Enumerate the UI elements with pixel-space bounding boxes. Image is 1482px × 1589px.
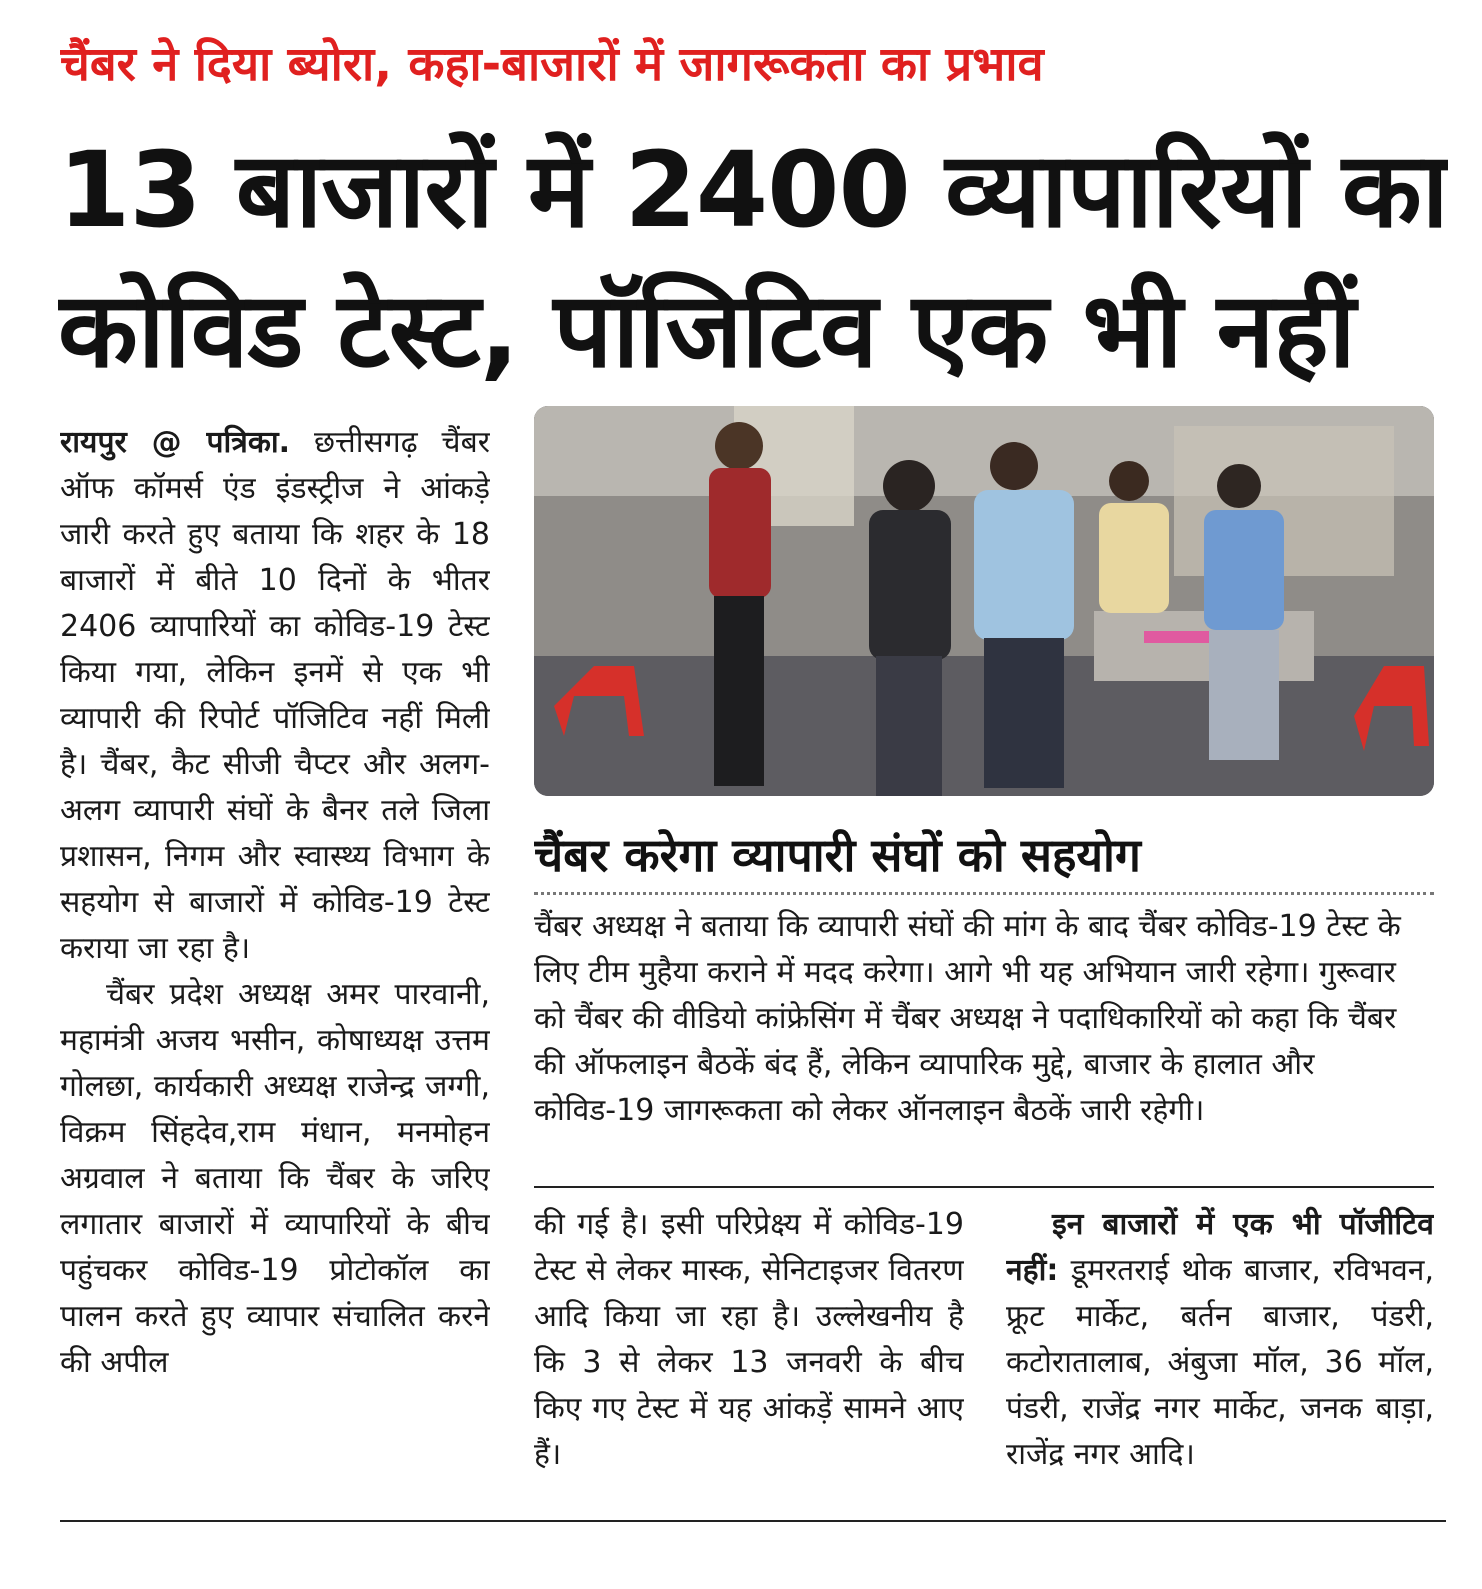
markets-list: डूमरतराई थोक बाजार, रविभवन, फ्रूट मार्केट, बर्तन बाजार, पंडरी, कटोरातालाब, अंबुजा मॉल, 36 मॉल, पंडरी, राजेंद्र नगर मार्केट, जनक बाड़ा, राजेंद्र नगर आदि।	[1006, 1253, 1434, 1472]
news-photo-illustration	[534, 406, 1434, 796]
body-paragraph-1-text: छत्तीसगढ़ चैंबर ऑफ कॉमर्स एंड इंडस्ट्रीज ने आंकड़े जारी करते हुए बताया कि शहर के 18 बाजारों में बीते 10 दिनों के भीतर 2406 व्यापारियों का कोविड-19 टेस्ट किया गया, लेकिन इनमें से एक भी व्यापारी की रिपोर्ट पॉजिटिव नहीं मिली है। चैंबर, कैट सीजी चैप्टर और अलग-अलग व्यापारी संघों के बैनर तले जिला प्रशासन, निगम और स्वास्थ्य विभाग के सहयोग से बाजारों में कोविड-19 टेस्ट कराया जा रहा है।	[60, 425, 490, 966]
sidebar-text: चैंबर अध्यक्ष ने बताया कि व्यापारी संघों की मांग के बाद चैंबर कोविड-19 टेस्ट के लिए टीम मुहैया कराने में मदद करेगा। आगे भी यह अभियान जारी रहेगा। गुरूवार को चैंबर की वीडियो कांफ्रेसिंग में चैंबर अध्यक्ष ने पदाधिकारियों को कहा कि चैंबर की ऑफलाइन बैठकें बंद हैं, लेकिन व्यापारिक मुद्दे, बाजार के हालात और कोविड-19 जागरूकता को लेकर ऑनलाइन बैठकें जारी रहेगी।	[534, 909, 1401, 1128]
sidebar-heading: चैंबर करेगा व्यापारी संघों को सहयोग	[534, 828, 1141, 882]
body-column-left	[60, 420, 490, 1485]
markets-lead: इन बाजारों में एक भी पॉजीटिव नहीं:	[1006, 1207, 1434, 1288]
body-paragraph-3: की गई है। इसी परिप्रेक्ष्य में कोविड-19 टेस्ट से लेकर मास्क, सेनिटाइजर वितरण आदि किया जा रहा है। उल्लेखनीय है कि 3 से लेकर 13 जनवरी के बीच किए गए टेस्ट में यह आंकड़ें सामने आए हैं।	[534, 1207, 964, 1472]
bottom-divider	[60, 1520, 1446, 1522]
headline-line-2: कोविड टेस्ट, पॉजिटिव एक भी नहीं	[58, 269, 1355, 391]
markets-paragraph	[1006, 1202, 1434, 1478]
body-paragraph-2: चैंबर प्रदेश अध्यक्ष अमर पारवानी, महामंत्री अजय भसीन, कोषाध्यक्ष उत्तम गोलछा, कार्यकारी अध्यक्ष राजेन्द्र जग्गी, विक्रम सिंहदेव,राम मंधान, मनमोहन अग्रवाल ने बताया कि चैंबर के जरिए लगातार बाजारों में व्यापारियों के बीच पहुंचकर कोविड-19 प्रोटोकॉल का पालन करते हुए व्यापार संचालित करने की अपील	[60, 977, 490, 1380]
news-photo	[534, 406, 1434, 796]
body-column-middle	[534, 1202, 964, 1482]
section-divider	[534, 1186, 1434, 1188]
headline-line-1: 13 बाजारों में 2400 व्यापारियों का	[58, 129, 1448, 251]
body-paragraph-1	[60, 420, 490, 972]
dotted-divider	[534, 892, 1434, 895]
dateline: रायपुर @ पत्रिका.	[60, 425, 291, 460]
article-headline	[58, 120, 1448, 400]
markets-box	[1006, 1202, 1434, 1482]
article-kicker: चैंबर ने दिया ब्योरा, कहा-बाजारों में जागरूकता का प्रभाव	[60, 37, 1044, 92]
